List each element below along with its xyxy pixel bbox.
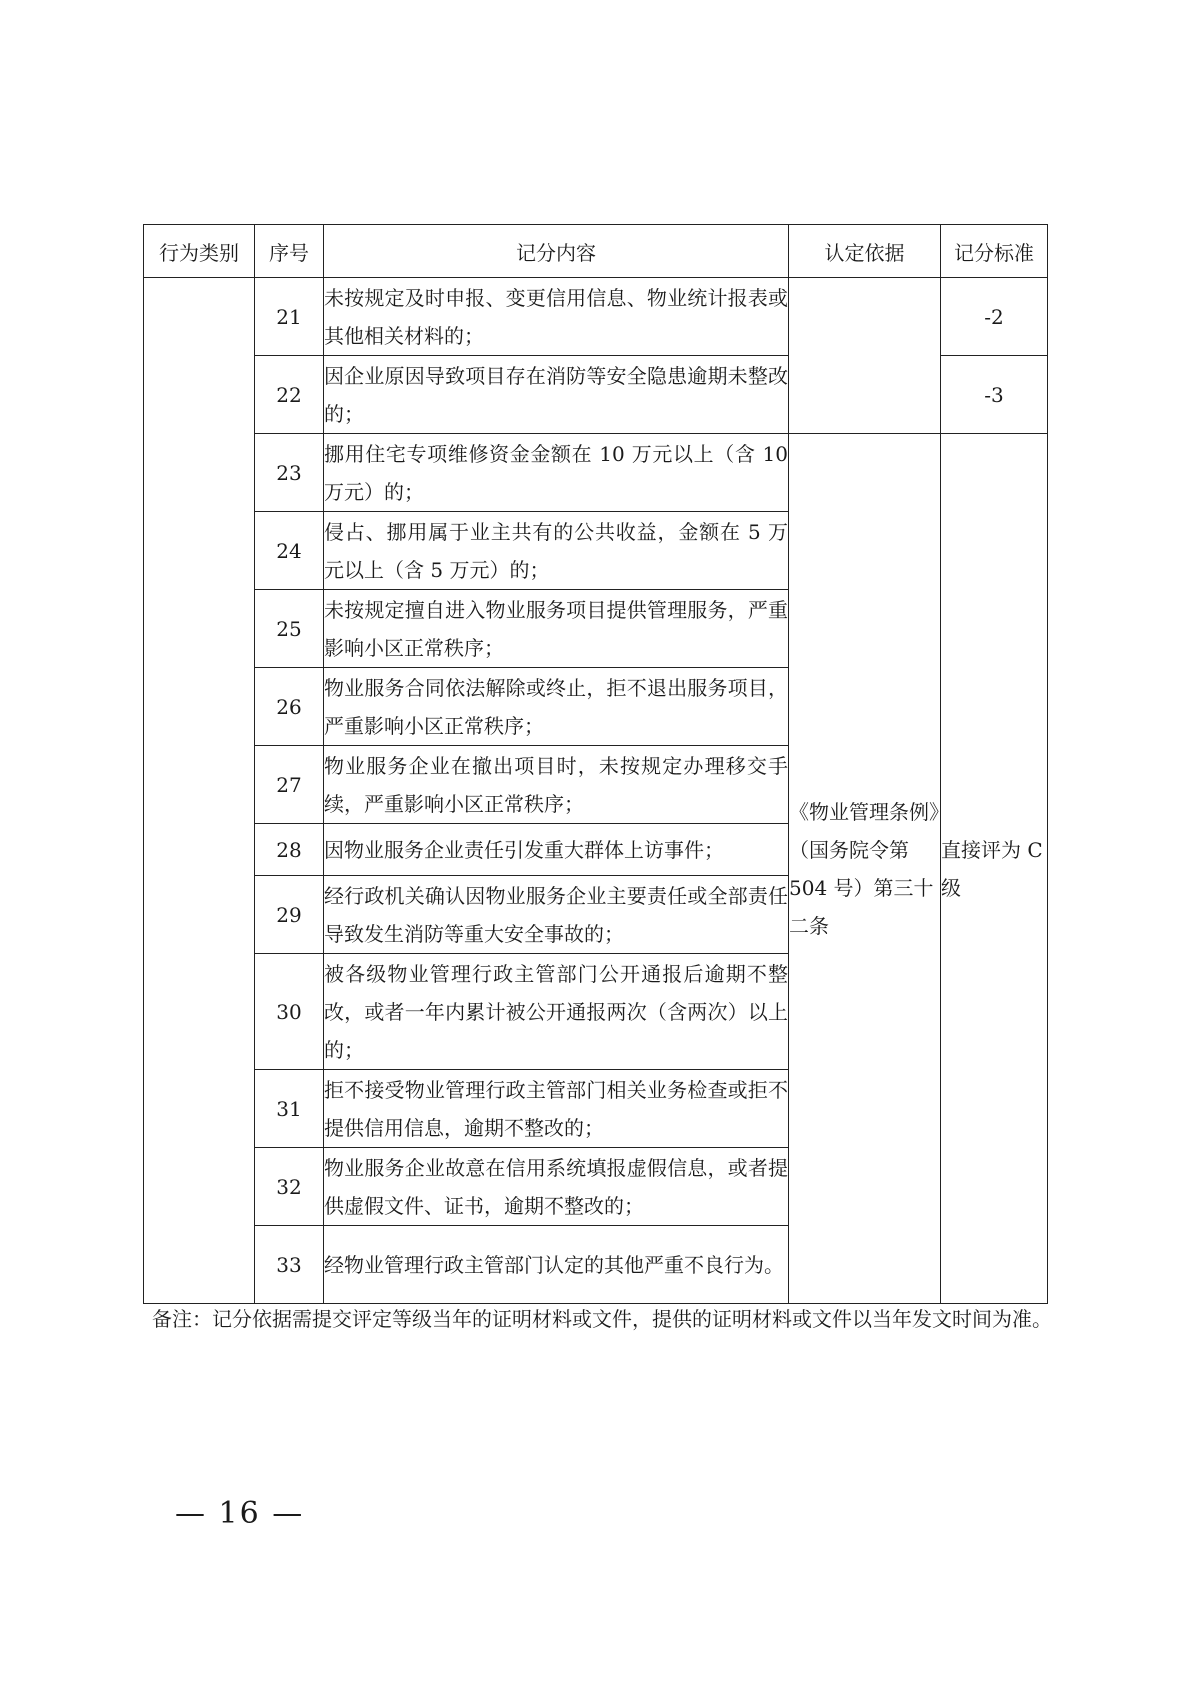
row-number: 30 — [255, 954, 324, 1070]
row-content: 未按规定及时申报、变更信用信息、物业统计报表或其他相关材料的； — [324, 278, 789, 356]
row-number: 32 — [255, 1148, 324, 1226]
table-row — [144, 278, 1048, 356]
row-number: 33 — [255, 1226, 324, 1304]
row-number: 21 — [255, 278, 324, 356]
row-score: -2 — [941, 278, 1048, 356]
row-number: 26 — [255, 668, 324, 746]
row-number: 24 — [255, 512, 324, 590]
row-number: 25 — [255, 590, 324, 668]
header-basis: 认定依据 — [789, 225, 941, 278]
row-content: 因物业服务企业责任引发重大群体上访事件； — [324, 824, 789, 876]
row-number: 28 — [255, 824, 324, 876]
header-score-content: 记分内容 — [324, 225, 789, 278]
row-number: 27 — [255, 746, 324, 824]
row-content: 被各级物业管理行政主管部门公开通报后逾期不整改，或者一年内累计被公开通报两次（含两次）以上的； — [324, 954, 789, 1070]
row-content: 挪用住宅专项维修资金金额在 10 万元以上（含 10 万元）的； — [324, 434, 789, 512]
behavior-category-cell — [144, 278, 255, 1304]
row-content: 经物业管理行政主管部门认定的其他严重不良行为。 — [324, 1226, 789, 1304]
row-number: 23 — [255, 434, 324, 512]
score-table — [143, 224, 1048, 1304]
row-number: 22 — [255, 356, 324, 434]
row-score: -3 — [941, 356, 1048, 434]
row-content: 物业服务合同依法解除或终止，拒不退出服务项目，严重影响小区正常秩序； — [324, 668, 789, 746]
page-number: — 16 — — [175, 1496, 305, 1531]
header-score-standard: 记分标准 — [941, 225, 1048, 278]
basis-cell-empty — [789, 278, 941, 434]
table-note: 备注：记分依据需提交评定等级当年的证明材料或文件，提供的证明材料或文件以当年发文时间为准。 — [152, 1307, 1052, 1331]
row-content: 因企业原因导致项目存在消防等安全隐患逾期未整改的； — [324, 356, 789, 434]
row-content: 未按规定擅自进入物业服务项目提供管理服务，严重影响小区正常秩序； — [324, 590, 789, 668]
row-content: 侵占、挪用属于业主共有的公共收益，金额在 5 万元以上（含 5 万元）的； — [324, 512, 789, 590]
row-content: 拒不接受物业管理行政主管部门相关业务检查或拒不提供信用信息，逾期不整改的； — [324, 1070, 789, 1148]
basis-cell: 《物业管理条例》（国务院令第 504 号）第三十二条 — [789, 434, 941, 1304]
header-serial-number: 序号 — [255, 225, 324, 278]
table-header-row — [144, 225, 1048, 278]
row-content: 物业服务企业故意在信用系统填报虚假信息，或者提供虚假文件、证书，逾期不整改的； — [324, 1148, 789, 1226]
standard-cell: 直接评为 C 级 — [941, 434, 1048, 1304]
row-number: 29 — [255, 876, 324, 954]
table-row — [144, 434, 1048, 512]
header-behavior-category: 行为类别 — [144, 225, 255, 278]
row-content: 经行政机关确认因物业服务企业主要责任或全部责任导致发生消防等重大安全事故的； — [324, 876, 789, 954]
row-content: 物业服务企业在撤出项目时，未按规定办理移交手续，严重影响小区正常秩序； — [324, 746, 789, 824]
row-number: 31 — [255, 1070, 324, 1148]
